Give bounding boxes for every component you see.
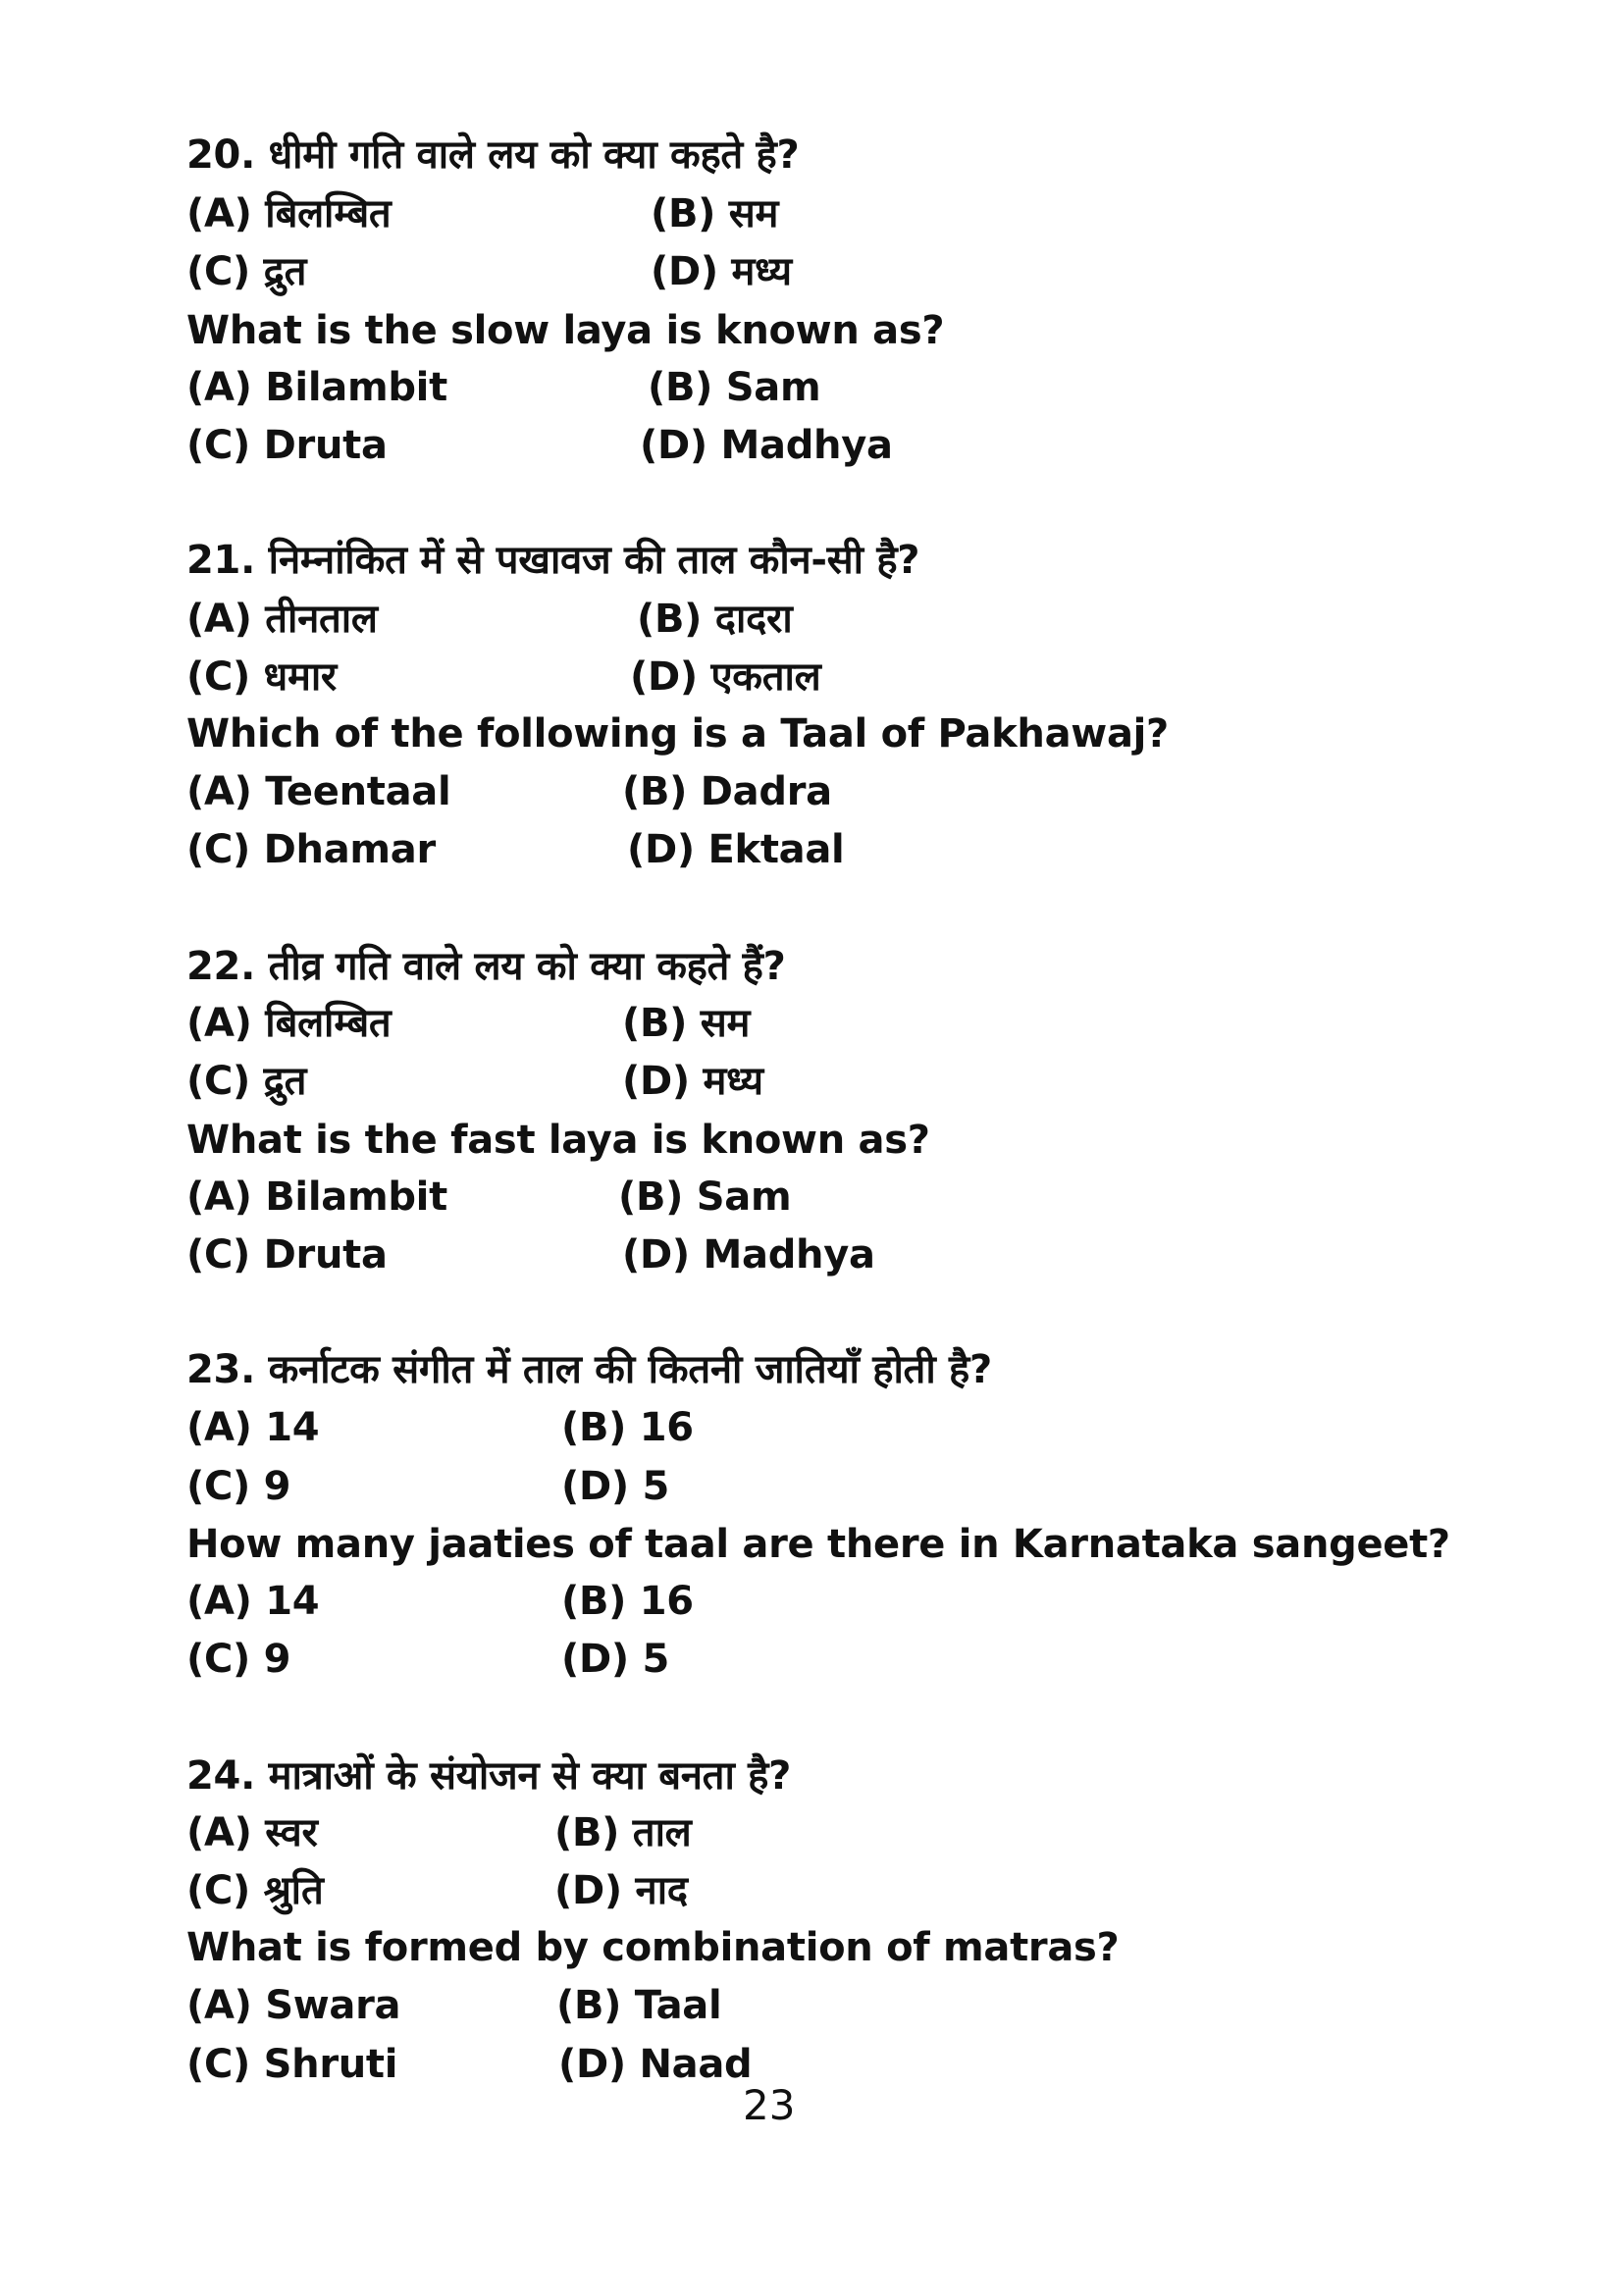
- option-c-hindi: (C) द्रुत: [186, 1059, 307, 1104]
- option-c-hindi: (C) धमार: [186, 654, 337, 700]
- option-a-hindi: (A) 14: [186, 1405, 320, 1450]
- option-d-english: (D) Madhya: [640, 423, 893, 468]
- option-b-english: (B) 16: [561, 1579, 694, 1624]
- question-hindi-text: 24. मात्राओं के संयोजन से क्या बनता है?: [186, 1753, 791, 1799]
- question-english-text: What is the slow laya is known as?: [186, 308, 945, 353]
- question-hindi-text: 23. कर्नाटक संगीत में ताल की कितनी जातियाँ होती है?: [186, 1347, 992, 1392]
- option-c-english: (C) Druta: [186, 423, 388, 468]
- question-english-text: What is the fast laya is known as?: [186, 1118, 930, 1163]
- option-d-english: (D) 5: [561, 1637, 670, 1682]
- question-hindi-text: 20. धीमी गति वाले लय को क्या कहते है?: [186, 132, 800, 178]
- option-d-english: (D) Ektaal: [627, 827, 845, 872]
- option-a-english: (A) 14: [186, 1579, 320, 1624]
- question-english-text: Which of the following is a Taal of Pakhawaj?: [186, 711, 1169, 757]
- option-d-hindi: (D) नाद: [554, 1868, 688, 1913]
- option-d-hindi: (D) 5: [561, 1464, 670, 1509]
- option-d-hindi: (D) मध्य: [651, 249, 792, 294]
- option-a-english: (A) Swara: [186, 1983, 401, 2028]
- option-d-english: (D) Madhya: [622, 1232, 875, 1278]
- question-english-text: What is formed by combination of matras?: [186, 1925, 1120, 1970]
- option-c-hindi: (C) द्रुत: [186, 249, 307, 294]
- option-b-hindi: (B) सम: [622, 1001, 751, 1046]
- option-b-english: (B) Sam: [618, 1174, 792, 1220]
- option-a-hindi: (A) बिलम्बित: [186, 1001, 392, 1046]
- option-c-english: (C) Druta: [186, 1232, 388, 1278]
- option-d-english: (D) Naad: [558, 2042, 753, 2087]
- option-a-english: (A) Teentaal: [186, 769, 451, 814]
- option-b-english: (B) Sam: [648, 365, 821, 410]
- option-c-english: (C) Shruti: [186, 2042, 398, 2087]
- option-c-hindi: (C) 9: [186, 1464, 291, 1509]
- option-a-english: (A) Bilambit: [186, 365, 447, 410]
- option-d-hindi: (D) मध्य: [622, 1059, 763, 1104]
- option-b-hindi: (B) ताल: [554, 1810, 692, 1855]
- question-hindi-text: 21. निम्नांकित में से पखावज की ताल कौन-सी है?: [186, 538, 920, 583]
- option-c-hindi: (C) श्रुति: [186, 1868, 324, 1913]
- option-c-english: (C) Dhamar: [186, 827, 436, 872]
- question-english-text: How many jaaties of taal are there in Karnataka sangeet?: [186, 1522, 1450, 1567]
- option-b-english: (B) Taal: [556, 1983, 722, 2028]
- question-hindi-text: 22. तीव्र गति वाले लय को क्या कहते हैं?: [186, 944, 786, 989]
- option-a-hindi: (A) तीनताल: [186, 597, 378, 642]
- option-b-english: (B) Dadra: [622, 769, 832, 814]
- option-b-hindi: (B) दादरा: [637, 597, 793, 642]
- option-b-hindi: (B) सम: [651, 191, 779, 236]
- option-a-english: (A) Bilambit: [186, 1174, 447, 1220]
- option-c-english: (C) 9: [186, 1637, 291, 1682]
- option-d-hindi: (D) एकताल: [630, 654, 821, 700]
- page-number: 23: [743, 2081, 796, 2129]
- option-b-hindi: (B) 16: [561, 1405, 694, 1450]
- option-a-hindi: (A) बिलम्बित: [186, 191, 392, 236]
- option-a-hindi: (A) स्वर: [186, 1810, 318, 1855]
